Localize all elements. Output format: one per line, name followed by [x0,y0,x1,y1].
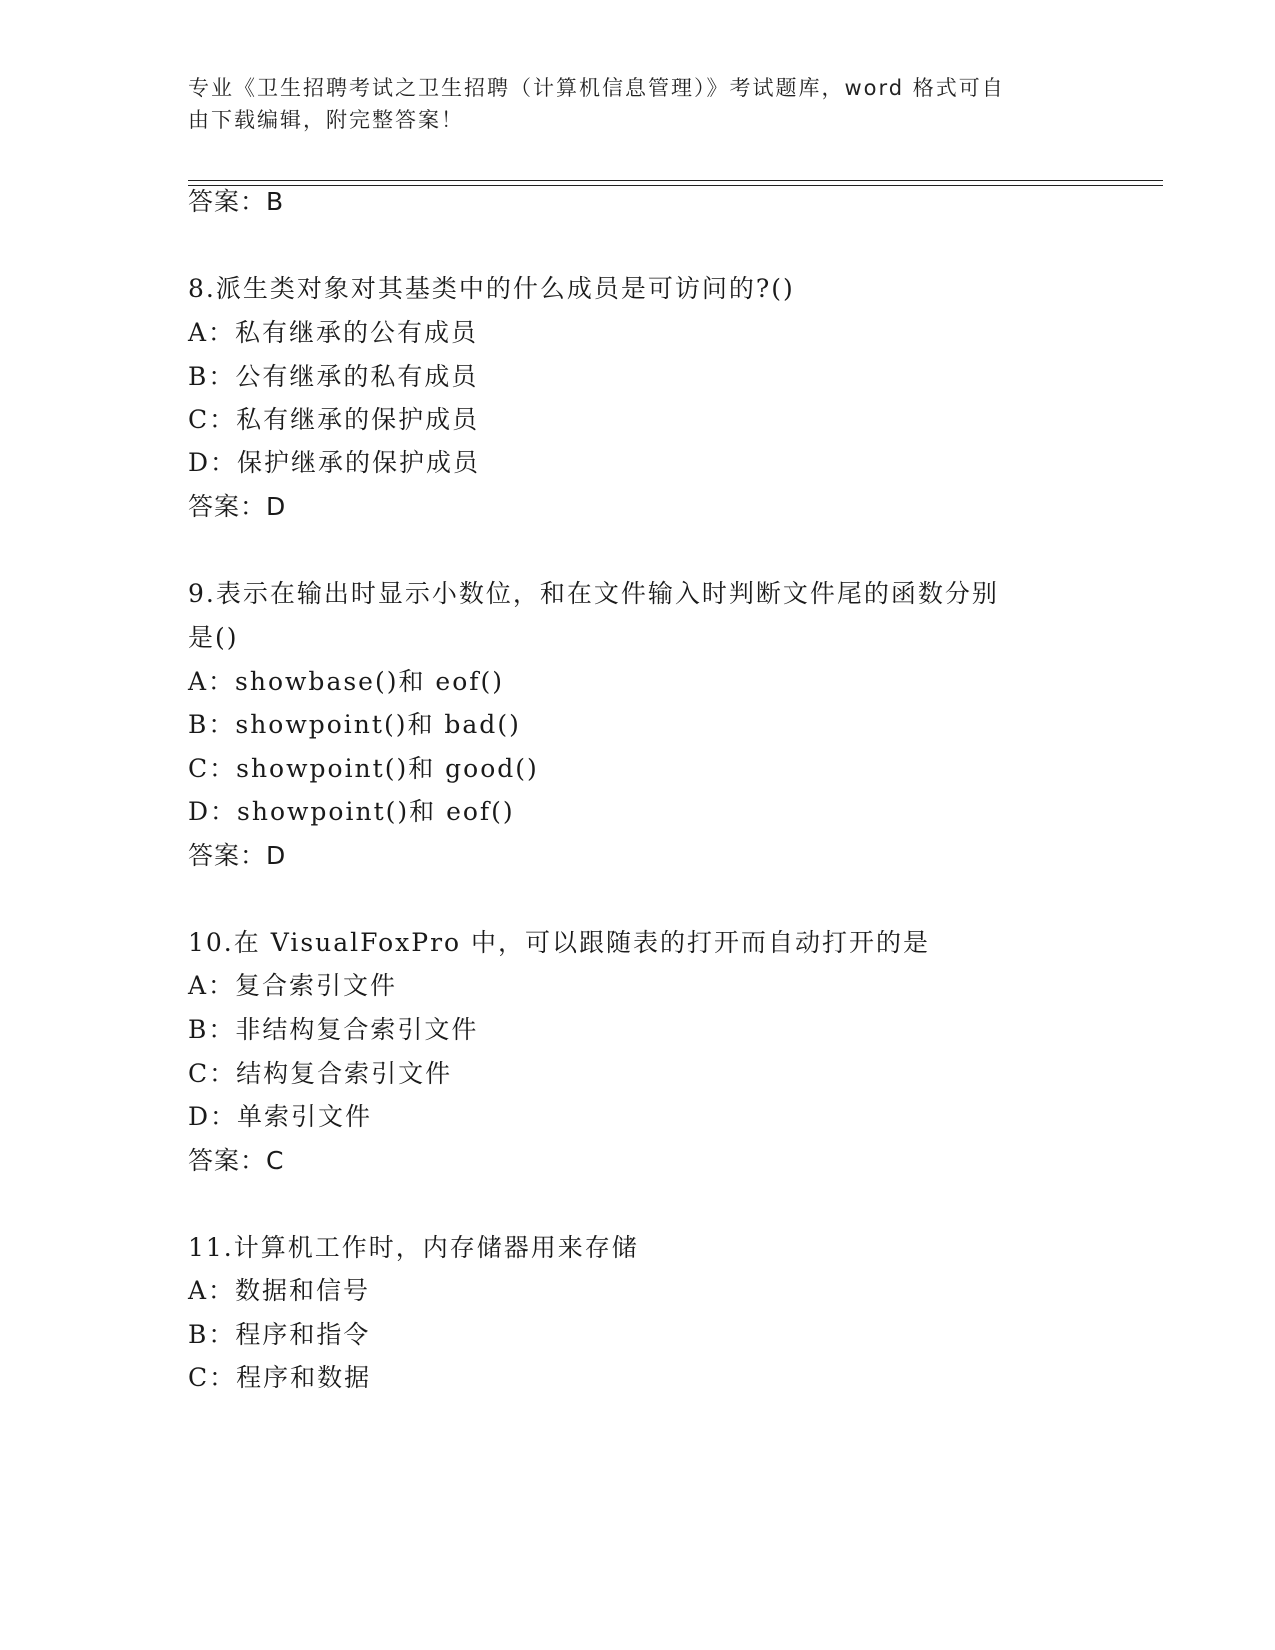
option-a: A：私有继承的公有成员 [188,318,479,347]
answer-label: 答案：C [188,1146,285,1175]
option-b: B：公有继承的私有成员 [188,362,479,391]
question-stem: 8.派生类对象对其基类中的什么成员是可访问的?() [188,274,795,303]
option-a: A：showbase()和 eof() [188,667,505,696]
option-c: C：结构复合索引文件 [188,1059,453,1088]
question-stem: 10.在 VisualFoxPro 中，可以跟随表的打开而自动打开的是 [188,928,931,957]
question-stem: 11.计算机工作时，内存储器用来存储 [188,1233,639,1262]
option-a: A：数据和信号 [188,1276,371,1305]
header-divider-top [188,180,1163,181]
option-c: C：showpoint()和 good() [188,754,539,783]
option-d: D：单索引文件 [188,1102,373,1131]
option-d: D：保护继承的保护成员 [188,448,481,477]
answer-label: 答案：D [188,492,287,521]
option-d: D：showpoint()和 eof() [188,797,515,826]
option-a: A：复合索引文件 [188,971,398,1000]
option-c: C：私有继承的保护成员 [188,405,480,434]
option-b: B：程序和指令 [188,1320,371,1349]
answer-label: 答案：D [188,841,287,870]
question-stem-line-2: 是() [188,623,239,652]
question-stem-line-1: 9.表示在输出时显示小数位，和在文件输入时判断文件尾的函数分别 [188,579,999,608]
header-divider-bottom [188,185,1163,186]
header-line-1: 专业《卫生招聘考试之卫生招聘（计算机信息管理）》考试题库，word 格式可自 [188,76,1005,100]
document-header [188,72,1088,136]
header-line-2: 由下载编辑，附完整答案！ [188,108,464,132]
answer-label: 答案：B [188,187,285,216]
option-b: B：非结构复合索引文件 [188,1015,479,1044]
option-b: B：showpoint()和 bad() [188,710,521,739]
option-c: C：程序和数据 [188,1363,372,1392]
